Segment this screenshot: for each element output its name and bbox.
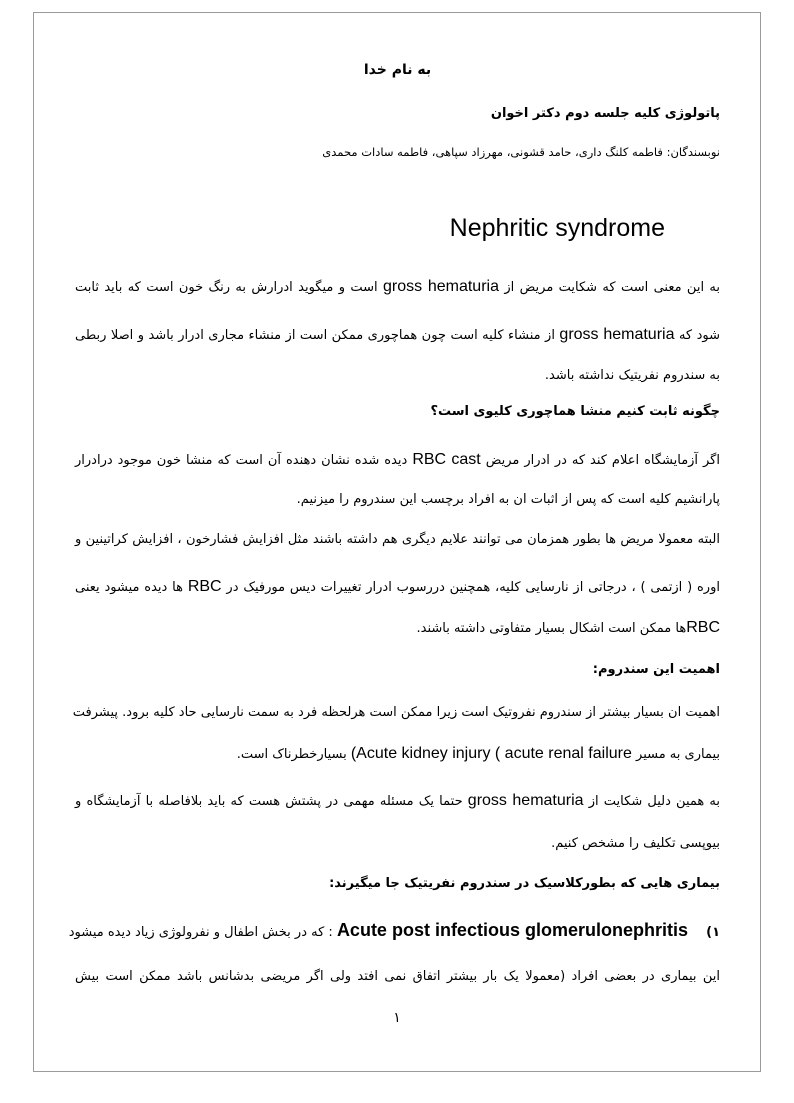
- text: بیماری به مسیر: [636, 747, 720, 762]
- text: بسیارخطرناک است.: [236, 747, 347, 762]
- term-acute-post-infectious-gn: Acute post infectious glomerulonephritis: [336, 920, 688, 940]
- diseases-heading: بیماری هایی که بطورکلاسیک در سندروم نفریتیک جا میگیرند:: [329, 876, 720, 891]
- text: ها دیده میشود یعنی: [75, 580, 183, 595]
- paragraph1-line2: [75, 325, 720, 346]
- paragraph1-line1: [75, 277, 720, 298]
- text: دیده شده نشان دهنده آن است که منشا خون موجود درادرار: [75, 453, 408, 468]
- lecture-title: پاتولوژی کلیه جلسه دوم دکتر اخوان: [490, 106, 720, 121]
- list-item-line2: این بیماری در بعضی افراد (معمولا یک بار بیشتر اتفاق نمی افتد ولی اگر مریضی بدشانس باشد ممکن است بیش: [75, 969, 720, 984]
- list-item: [68, 920, 720, 943]
- paragraph2-line3: البته معمولا مریض ها بطور همزمان می توانند علایم دیگری هم داشته باشند مثل افزایش فشارخون ، افزایش کراتینین و: [75, 532, 720, 547]
- paragraph2-line5: [75, 618, 720, 639]
- paragraph3-line4: بیوپسی تکلیف را مشخص کنیم.: [551, 836, 720, 851]
- paragraph2-line1: [75, 450, 720, 471]
- term-gross-hematuria: gross hematuria: [383, 278, 499, 295]
- paragraph3-line3: [75, 791, 720, 812]
- text: اوره ( ازتمی ) ، درجاتی از نارسایی کلیه، همچنین دررسوب ادرار تغییرات دیس مورفیک در: [226, 580, 720, 595]
- term-gross-hematuria: gross hematuria: [559, 326, 675, 343]
- page-number: ۱: [393, 1010, 401, 1026]
- paragraph2-line2: پارانشیم کلیه است که پس از اثبات ان به افراد برچسب این سندروم را میزنیم.: [296, 492, 720, 507]
- importance-heading: اهمیت این سندروم:: [592, 662, 720, 677]
- term-acute-kidney-injury: (Acute kidney injury ( acute renal failure: [350, 745, 632, 762]
- text: به همین دلیل شکایت از: [588, 794, 721, 809]
- question-heading: چگونه ثابت کنیم منشا هماچوری کلیوی است؟: [430, 404, 720, 419]
- text: از منشاء کلیه است چون هماچوری ممکن است از منشاء مجاری ادرار باشد و اصلا ربطی: [75, 328, 555, 343]
- text: ها ممکن است اشکال بسیار متفاوتی داشته باشند.: [416, 621, 687, 636]
- section-title: Nephritic syndrome: [449, 214, 665, 242]
- term-gross-hematuria: gross hematuria: [467, 792, 584, 809]
- bismillah-heading: به نام خدا: [363, 62, 432, 78]
- paragraph1-line3: به سندروم نفریتیک نداشته باشد.: [544, 368, 720, 383]
- authors-line: نوبسندگان: فاطمه کلنگ داری، حامد قشونی، مهرزاد سپاهی، فاطمه سادات محمدی: [322, 145, 720, 159]
- list-number: ۱): [706, 925, 720, 940]
- text: اگر آزمایشگاه اعلام کند که در ادرار مریض: [485, 453, 720, 468]
- term-rbc: RBC: [187, 578, 222, 595]
- paragraph3-line2: [75, 744, 720, 765]
- text: : که در بخش اطفال و نفرولوژی زیاد دیده میشود: [68, 925, 333, 940]
- paragraph2-line4: [75, 577, 720, 598]
- text: حتما یک مسئله مهمی در پشتش هست که باید بلافاصله با آزمایشگاه و: [75, 794, 463, 809]
- text: شود که: [678, 328, 720, 343]
- term-rbc-cast: RBC cast: [412, 451, 481, 468]
- term-rbc: RBC: [686, 619, 720, 636]
- paragraph3-line1: اهمیت ان بسیار بیشتر از سندروم نفروتیک است زیرا ممکن است هرلحظه فرد به سمت نارسایی حاد کلیه برود. پیشرفت: [72, 705, 720, 720]
- text: به این معنی است که شکایت مریض از: [504, 280, 721, 295]
- text: است و میگوید ادرارش به رنگ خون است که باید ثابت: [75, 280, 378, 295]
